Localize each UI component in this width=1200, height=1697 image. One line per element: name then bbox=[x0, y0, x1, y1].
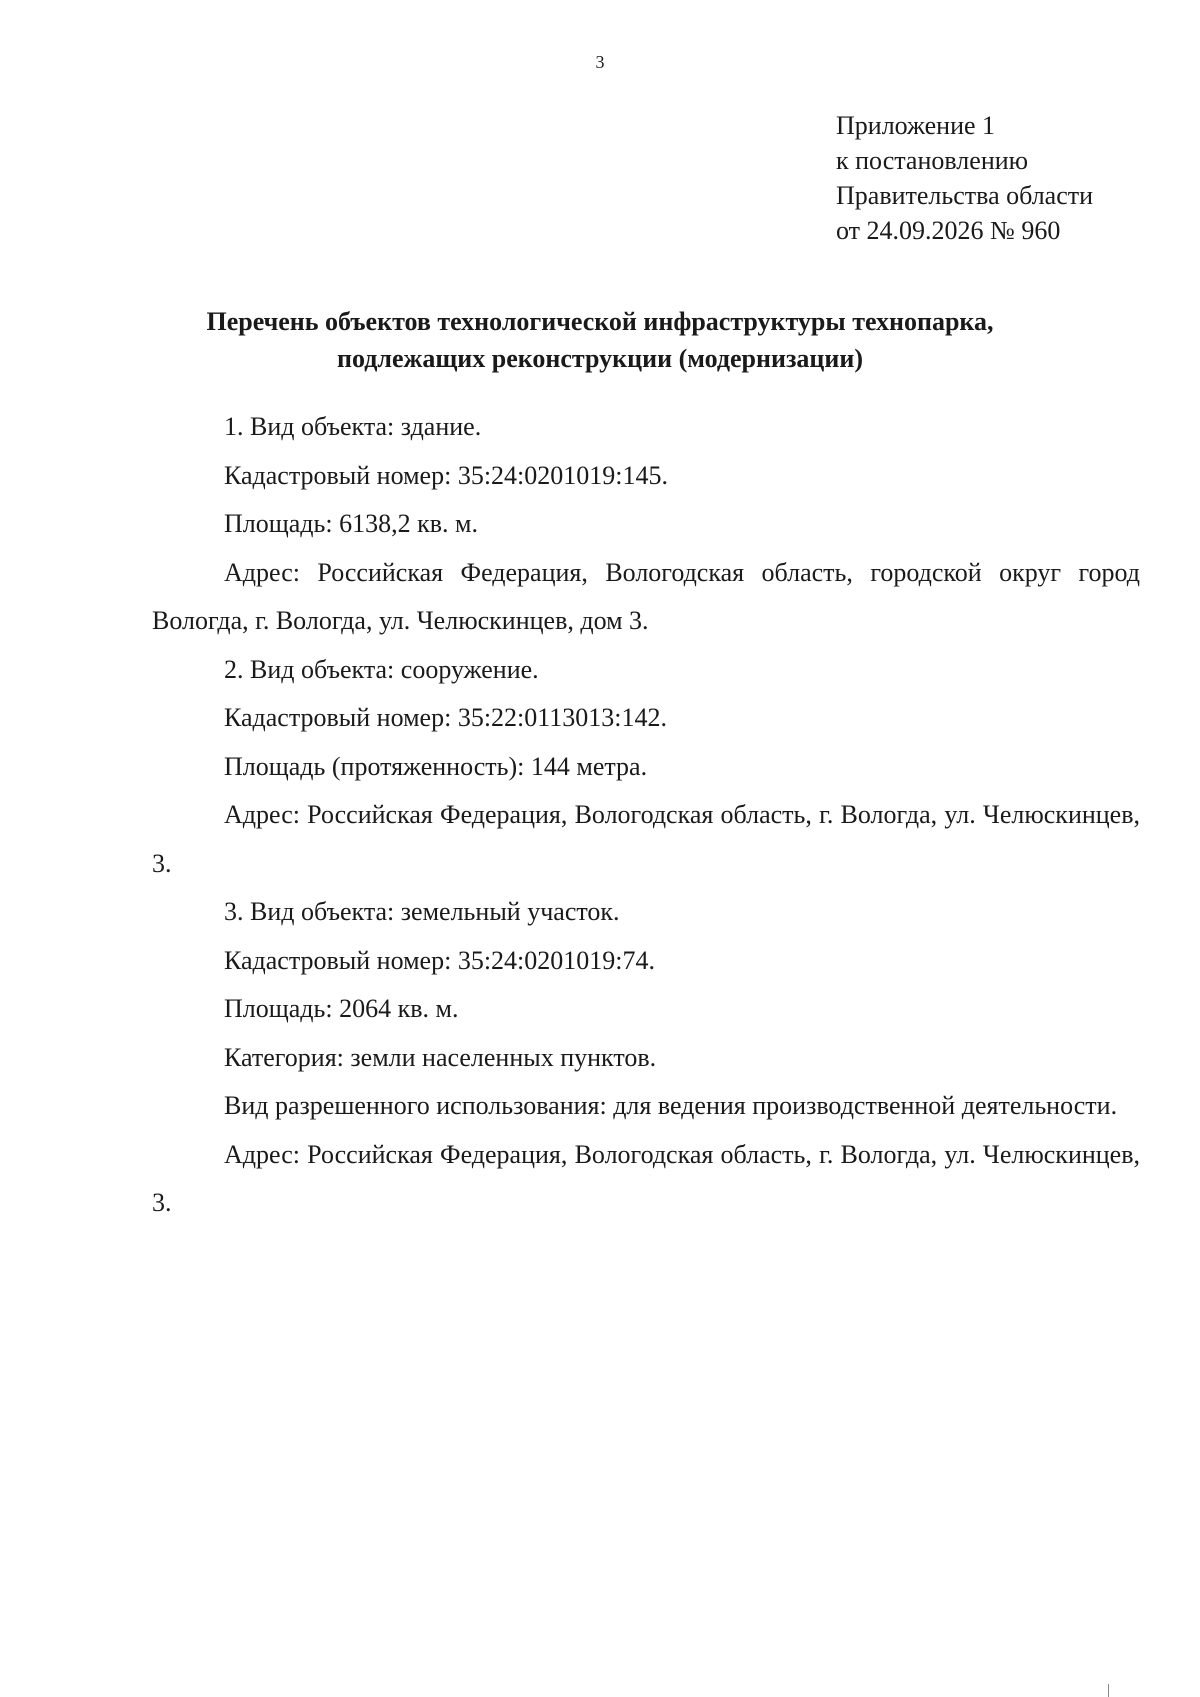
appendix-line: Приложение 1 bbox=[836, 111, 996, 140]
object-3-area: Площадь: 2064 кв. м. bbox=[224, 994, 459, 1023]
document-body bbox=[152, 403, 1140, 1228]
object-2-length: Площадь (протяженность): 144 метра. bbox=[224, 751, 648, 781]
object-2-address: Адрес: Российская Федерация, Вологодская область, г. Вологда, ул. Челюскинцев, 3. bbox=[152, 800, 1140, 878]
object-1-type: 1. Вид объекта: здание. bbox=[224, 412, 482, 441]
title-line: Перечень объектов технологической инфраструктуры технопарка, bbox=[206, 307, 994, 336]
title-line: подлежащих реконструкции (модернизации) bbox=[336, 344, 864, 373]
document-title bbox=[0, 303, 1200, 377]
object-3-land-category: Категория: земли населенных пунктов. bbox=[224, 1042, 657, 1072]
object-3-type: 3. Вид объекта: земельный участок. bbox=[224, 897, 620, 926]
appendix-header bbox=[836, 108, 1093, 248]
object-2-type: 2. Вид объекта: сооружение. bbox=[224, 654, 539, 684]
object-1-area: Площадь: 6138,2 кв. м. bbox=[224, 509, 478, 538]
appendix-line: Правительства области bbox=[836, 181, 1094, 210]
object-3-cadastral-number: Кадастровый номер: 35:24:0201019:74. bbox=[224, 945, 655, 975]
object-2-cadastral-number: Кадастровый номер: 35:22:0113013:142. bbox=[224, 703, 668, 732]
object-1-cadastral-number: Кадастровый номер: 35:24:0201019:145. bbox=[224, 460, 668, 490]
appendix-date-number: от 24.09.2026 № 960 bbox=[836, 216, 1061, 245]
appendix-line: к постановлению bbox=[836, 146, 1029, 175]
scan-mark bbox=[1108, 1684, 1109, 1697]
object-3-permitted-use: Вид разрешенного использования: для ведения производственной деятельности. bbox=[224, 1091, 1118, 1120]
object-3-address: Адрес: Российская Федерация, Вологодская область, г. Вологда, ул. Челюскинцев, 3. bbox=[152, 1139, 1140, 1217]
page-number: 3 bbox=[595, 52, 605, 72]
object-1-address: Адрес: Российская Федерация, Вологодская область, городской округ город Вологда, г. Вологда, ул. Челюскинцев, дом 3. bbox=[152, 557, 1140, 635]
